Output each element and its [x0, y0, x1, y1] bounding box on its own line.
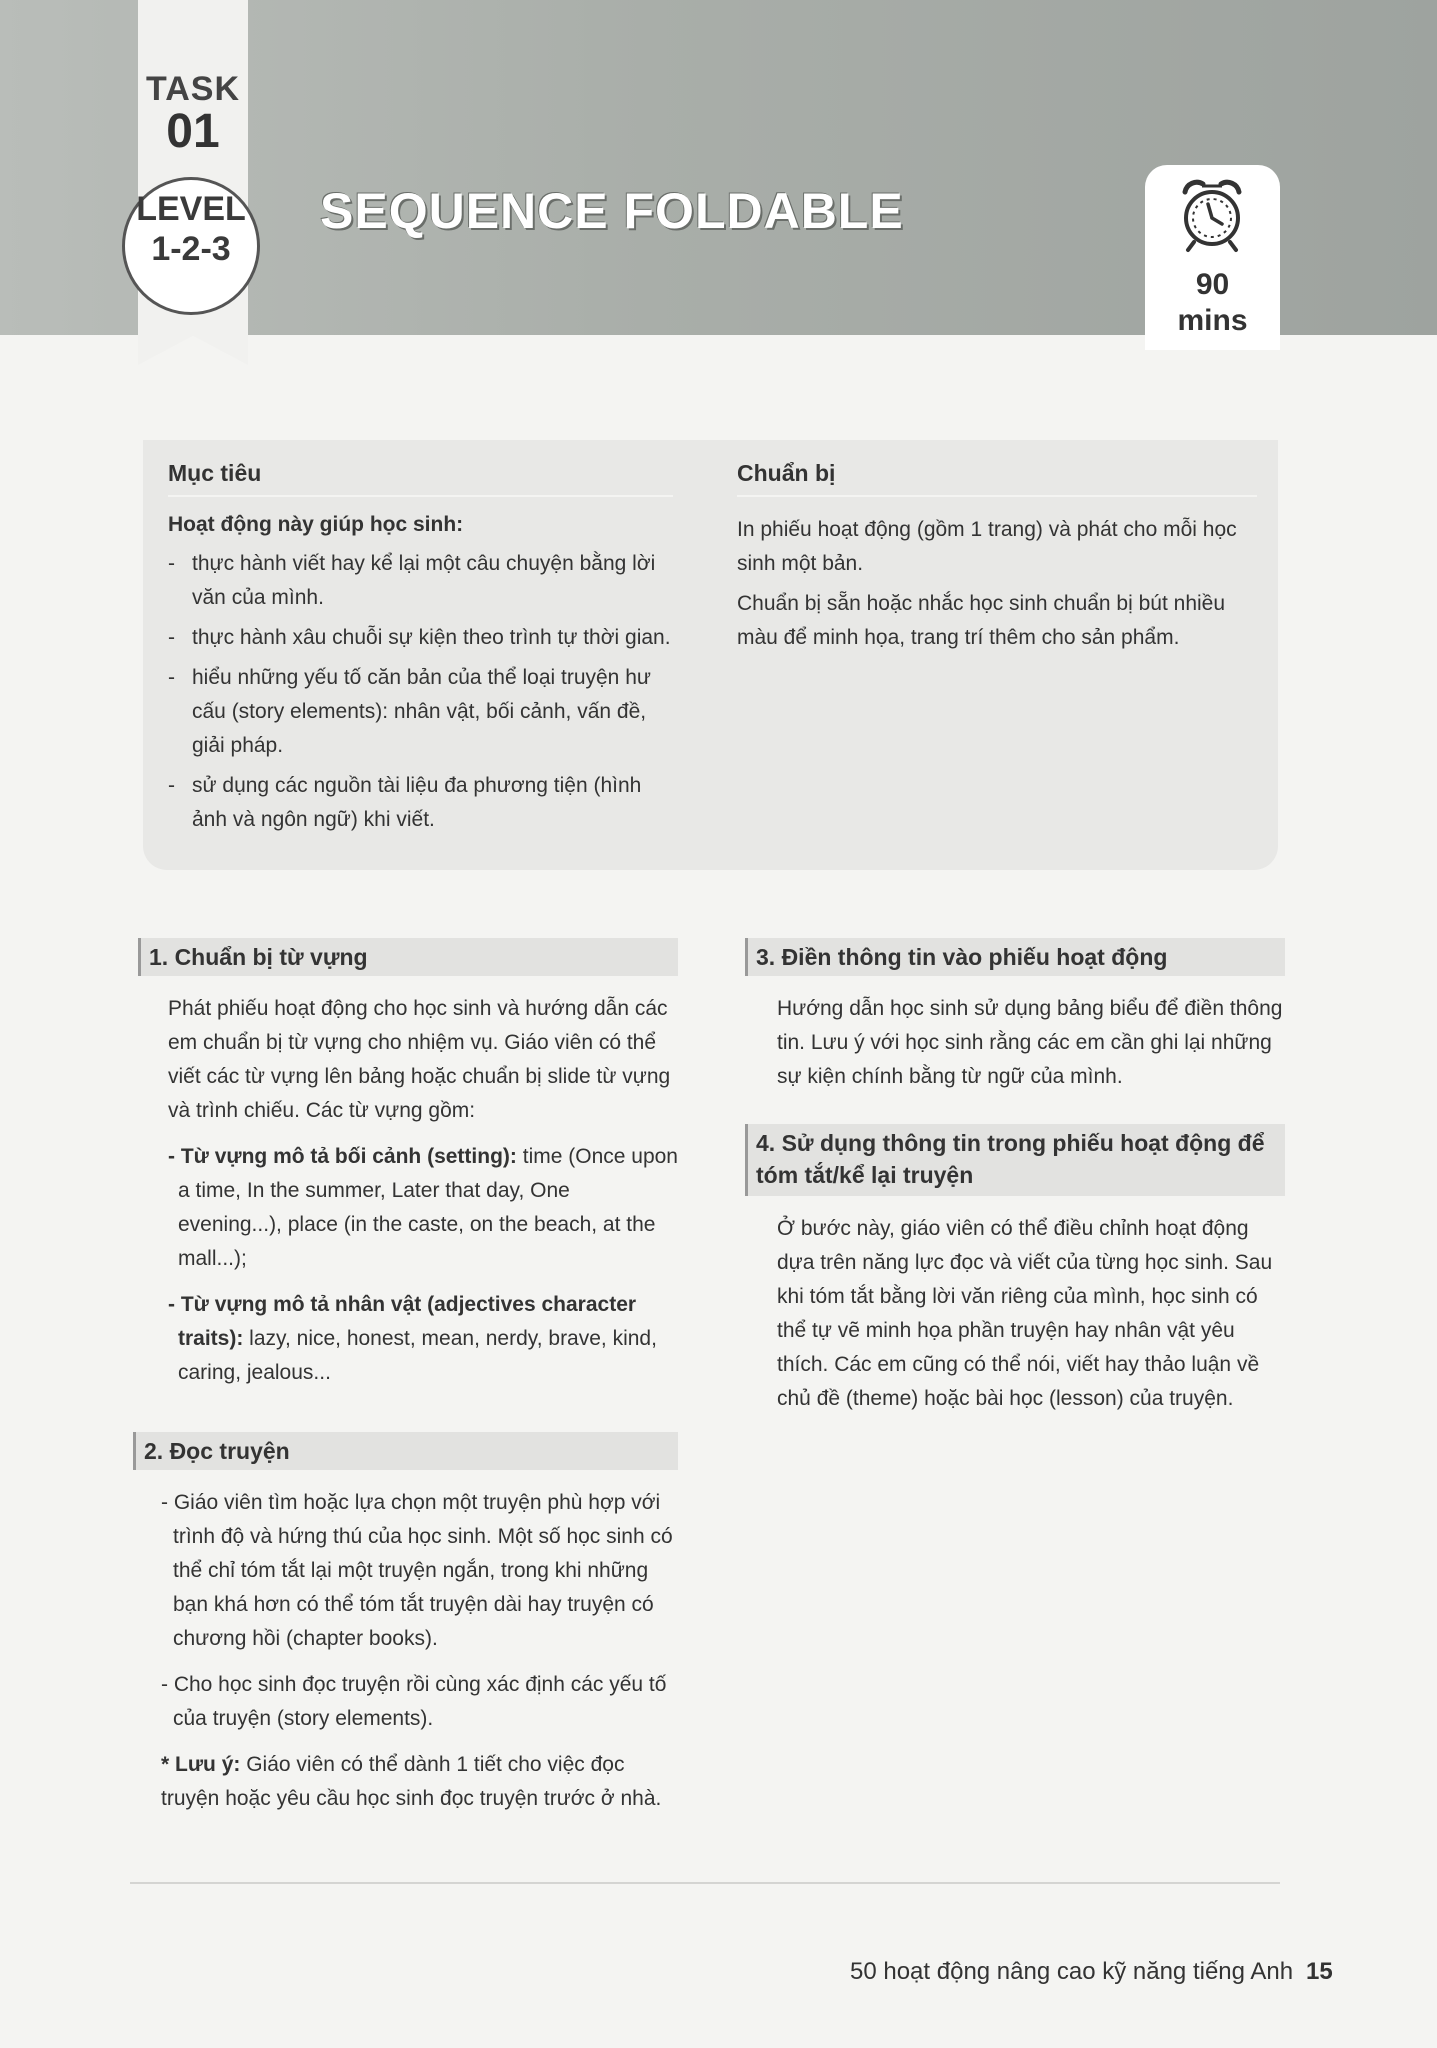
objective-item: - thực hành xâu chuỗi sự kiện theo trình tự thời gian.: [168, 621, 673, 655]
section-body: [138, 976, 678, 1390]
note-text: Giáo viên có thể dành 1 tiết cho việc đọc truyện hoặc yêu cầu học sinh đọc truyện trước ở nhà.: [161, 1753, 662, 1810]
preparation-heading: Chuẩn bị: [737, 460, 1257, 497]
section-reading: [133, 1432, 678, 1828]
section-body: [745, 1196, 1285, 1416]
vocab-character-item: [168, 1288, 678, 1390]
item-text: time (Once upon a time, In the summer, Later that day, One evening...), place (in the caste, on the beach, at the mall...);: [178, 1145, 678, 1270]
section-vocabulary: [138, 938, 678, 1402]
section-summarize: [745, 1124, 1285, 1428]
section-body: [133, 1470, 678, 1816]
section-text: Hướng dẫn học sinh sử dụng bảng biểu để điền thông tin. Lưu ý với học sinh rằng các em cần ghi lại những sự kiện chính bằng từ ngữ của mình.: [777, 997, 1283, 1088]
item-lead: - Từ vựng mô tả nhân vật (adjectives character traits):: [168, 1293, 637, 1350]
preparation-paragraph: Chuẩn bị sẵn hoặc nhắc học sinh chuẩn bị bút nhiều màu để minh họa, trang trí thêm cho sản phẩm.: [737, 592, 1226, 649]
section-heading: 4. Sử dụng thông tin trong phiếu hoạt động để tóm tắt/kể lại truyện: [745, 1124, 1285, 1196]
overview-box: [143, 440, 1278, 870]
task-label: TASK: [145, 70, 241, 108]
objectives-column: [168, 460, 673, 843]
bottom-divider: [130, 1882, 1280, 1884]
task-title: SEQUENCE FOLDABLE: [320, 183, 904, 239]
preparation-paragraph: In phiếu hoạt động (gồm 1 trang) và phát cho mỗi học sinh một bản.: [737, 518, 1237, 575]
section-heading: 3. Điền thông tin vào phiếu hoạt động: [745, 938, 1285, 976]
item-lead: - Từ vựng mô tả bối cảnh (setting):: [168, 1145, 517, 1168]
section-text: Ở bước này, giáo viên có thể điều chỉnh hoạt động dựa trên năng lực đọc và viết của từng học sinh. Sau khi tóm tắt bằng lời văn riêng của mình, học sinh có thể tự vẽ minh họa phần truyện hay nhân vật yêu thích. Các em cũng có thể nói, viết hay thảo luận về chủ đề (theme) hoặc bài học (lesson) của truyện.: [777, 1217, 1273, 1410]
section-fill-worksheet: [745, 938, 1285, 1106]
level-value: 1-2-3: [151, 230, 231, 268]
item-text: lazy, nice, honest, mean, nerdy, brave, kind, caring, jealous...: [178, 1327, 657, 1384]
alarm-clock-icon: [1172, 170, 1252, 255]
reading-item: - Giáo viên tìm hoặc lựa chọn một truyện phù hợp với trình độ và hứng thú của học sinh. Một số học sinh có thể chỉ tóm tắt lại một truyện ngắn, trong khi những bạn khá hơn có thể tóm tắt truyện dài hay truyện có chương hồi (chapter books).: [161, 1491, 673, 1650]
objective-item: - hiểu những yếu tố căn bản của thể loại truyện hư cấu (story elements): nhân vật, bối cảnh, vấn đề, giải pháp.: [168, 661, 673, 763]
book-title: 50 hoạt động nâng cao kỹ năng tiếng Anh: [850, 1958, 1294, 1985]
objectives-heading: Mục tiêu: [168, 460, 673, 497]
reading-item: - Cho học sinh đọc truyện rồi cùng xác định các yếu tố của truyện (story elements).: [161, 1673, 667, 1730]
task-number: 01: [166, 105, 220, 158]
section-intro: Phát phiếu hoạt động cho học sinh và hướng dẫn các em chuẩn bị từ vựng cho nhiệm vụ. Giáo viên có thể viết các từ vựng lên bảng hoặc chuẩn bị slide từ vựng và trình chiếu. Các từ vựng gồm:: [168, 997, 671, 1122]
note-lead: * Lưu ý:: [161, 1753, 241, 1776]
objective-item: - thực hành viết hay kể lại một câu chuyện bằng lời văn của mình.: [168, 547, 673, 615]
section-heading: 1. Chuẩn bị từ vựng: [138, 938, 678, 976]
vocab-setting-item: [168, 1140, 678, 1276]
section-heading: 2. Đọc truyện: [133, 1432, 678, 1470]
objectives-intro: Hoạt động này giúp học sinh:: [168, 513, 464, 536]
level-label: LEVEL: [136, 190, 246, 228]
page-number: 15: [1306, 1958, 1333, 1985]
section-body: [745, 976, 1285, 1094]
objective-item: - sử dụng các nguồn tài liệu đa phương tiện (hình ảnh và ngôn ngữ) khi viết.: [168, 769, 673, 837]
reading-note: [161, 1748, 678, 1816]
duration-unit: mins: [1177, 304, 1248, 337]
preparation-column: [737, 460, 1257, 661]
duration-value: 90: [1195, 268, 1230, 301]
